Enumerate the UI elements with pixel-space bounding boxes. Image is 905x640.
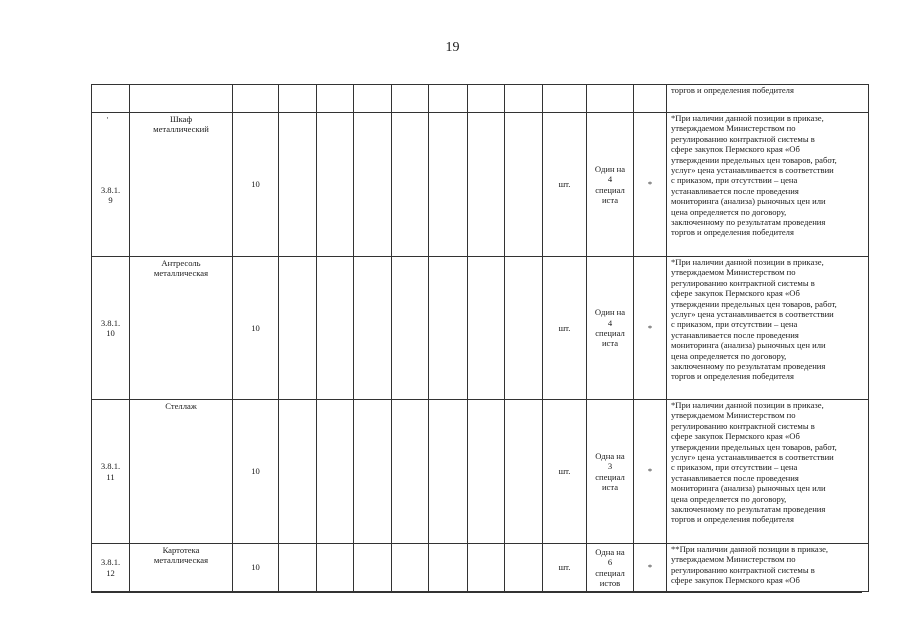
- item-price-marker: *: [634, 400, 667, 544]
- specification-table: [91, 84, 869, 592]
- item-qty: 10: [233, 257, 279, 400]
- item-unit: шт.: [543, 400, 587, 544]
- page-bottom-rule: [91, 592, 862, 593]
- page-number: 19: [445, 40, 460, 55]
- item-qty: 10: [233, 113, 279, 257]
- item-code: 3.8.1. 12: [92, 544, 130, 592]
- item-unit: шт.: [543, 257, 587, 400]
- item-code: · 3.8.1. 9: [92, 113, 130, 257]
- item-qty: 10: [233, 400, 279, 544]
- item-note: *При наличии данной позиции в приказе, утверждаемом Министерством по регулированию контрактной системы в сфере закупок Пермского края «Об утверждении предельных цен товаров, работ, услуг» цена устанавливается в соответствии с приказом, при отсутствии – цена устанавливается после проведения мониторинга (анализа) рыночных цен или цена определяется по договору, заключенному по результатам проведения торгов и определения победителя: [667, 400, 869, 544]
- item-norm: Один на 4 специал иста: [587, 257, 634, 400]
- note-continuation: торгов и определения победителя: [667, 85, 869, 113]
- item-qty: 10: [233, 544, 279, 592]
- item-name: Картотека металлическая: [130, 544, 233, 592]
- item-unit: шт.: [543, 113, 587, 257]
- table-row: [92, 257, 869, 400]
- row-marker: ·: [106, 113, 109, 123]
- item-note: *При наличии данной позиции в приказе, утверждаемом Министерством по регулированию контрактной системы в сфере закупок Пермского края «Об утверждении предельных цен товаров, работ, услуг» цена устанавливается в соответствии с приказом, при отсутствии – цена устанавливается после проведения мониторинга (анализа) рыночных цен или цена определяется по договору, заключенному по результатам проведения торгов и определения победителя: [667, 113, 869, 257]
- table-row-continuation: [92, 85, 869, 113]
- item-price-marker: *: [634, 113, 667, 257]
- item-name: Стеллаж: [130, 400, 233, 544]
- item-code: 3.8.1. 10: [92, 257, 130, 400]
- item-name: Шкаф металлический: [130, 113, 233, 257]
- item-code: 3.8.1. 11: [92, 400, 130, 544]
- table-row: [92, 113, 869, 257]
- item-norm: Одна на 3 специал иста: [587, 400, 634, 544]
- item-unit: шт.: [543, 544, 587, 592]
- item-price-marker: *: [634, 257, 667, 400]
- item-note: **При наличии данной позиции в приказе, утверждаемом Министерством по регулированию контрактной системы в сфере закупок Пермского края «Об: [667, 544, 869, 592]
- table-row: [92, 400, 869, 544]
- item-name: Антресоль металлическая: [130, 257, 233, 400]
- item-norm: Одна на 6 специал истов: [587, 544, 634, 592]
- item-note: *При наличии данной позиции в приказе, утверждаемом Министерством по регулированию контрактной системы в сфере закупок Пермского края «Об утверждении предельных цен товаров, работ, услуг» цена устанавливается в соответствии с приказом, при отсутствии – цена устанавливается после проведения мониторинга (анализа) рыночных цен или цена определяется по договору, заключенному по результатам проведения торгов и определения победителя: [667, 257, 869, 400]
- item-price-marker: *: [634, 544, 667, 592]
- table-row: [92, 544, 869, 592]
- item-norm: Один на 4 специал иста: [587, 113, 634, 257]
